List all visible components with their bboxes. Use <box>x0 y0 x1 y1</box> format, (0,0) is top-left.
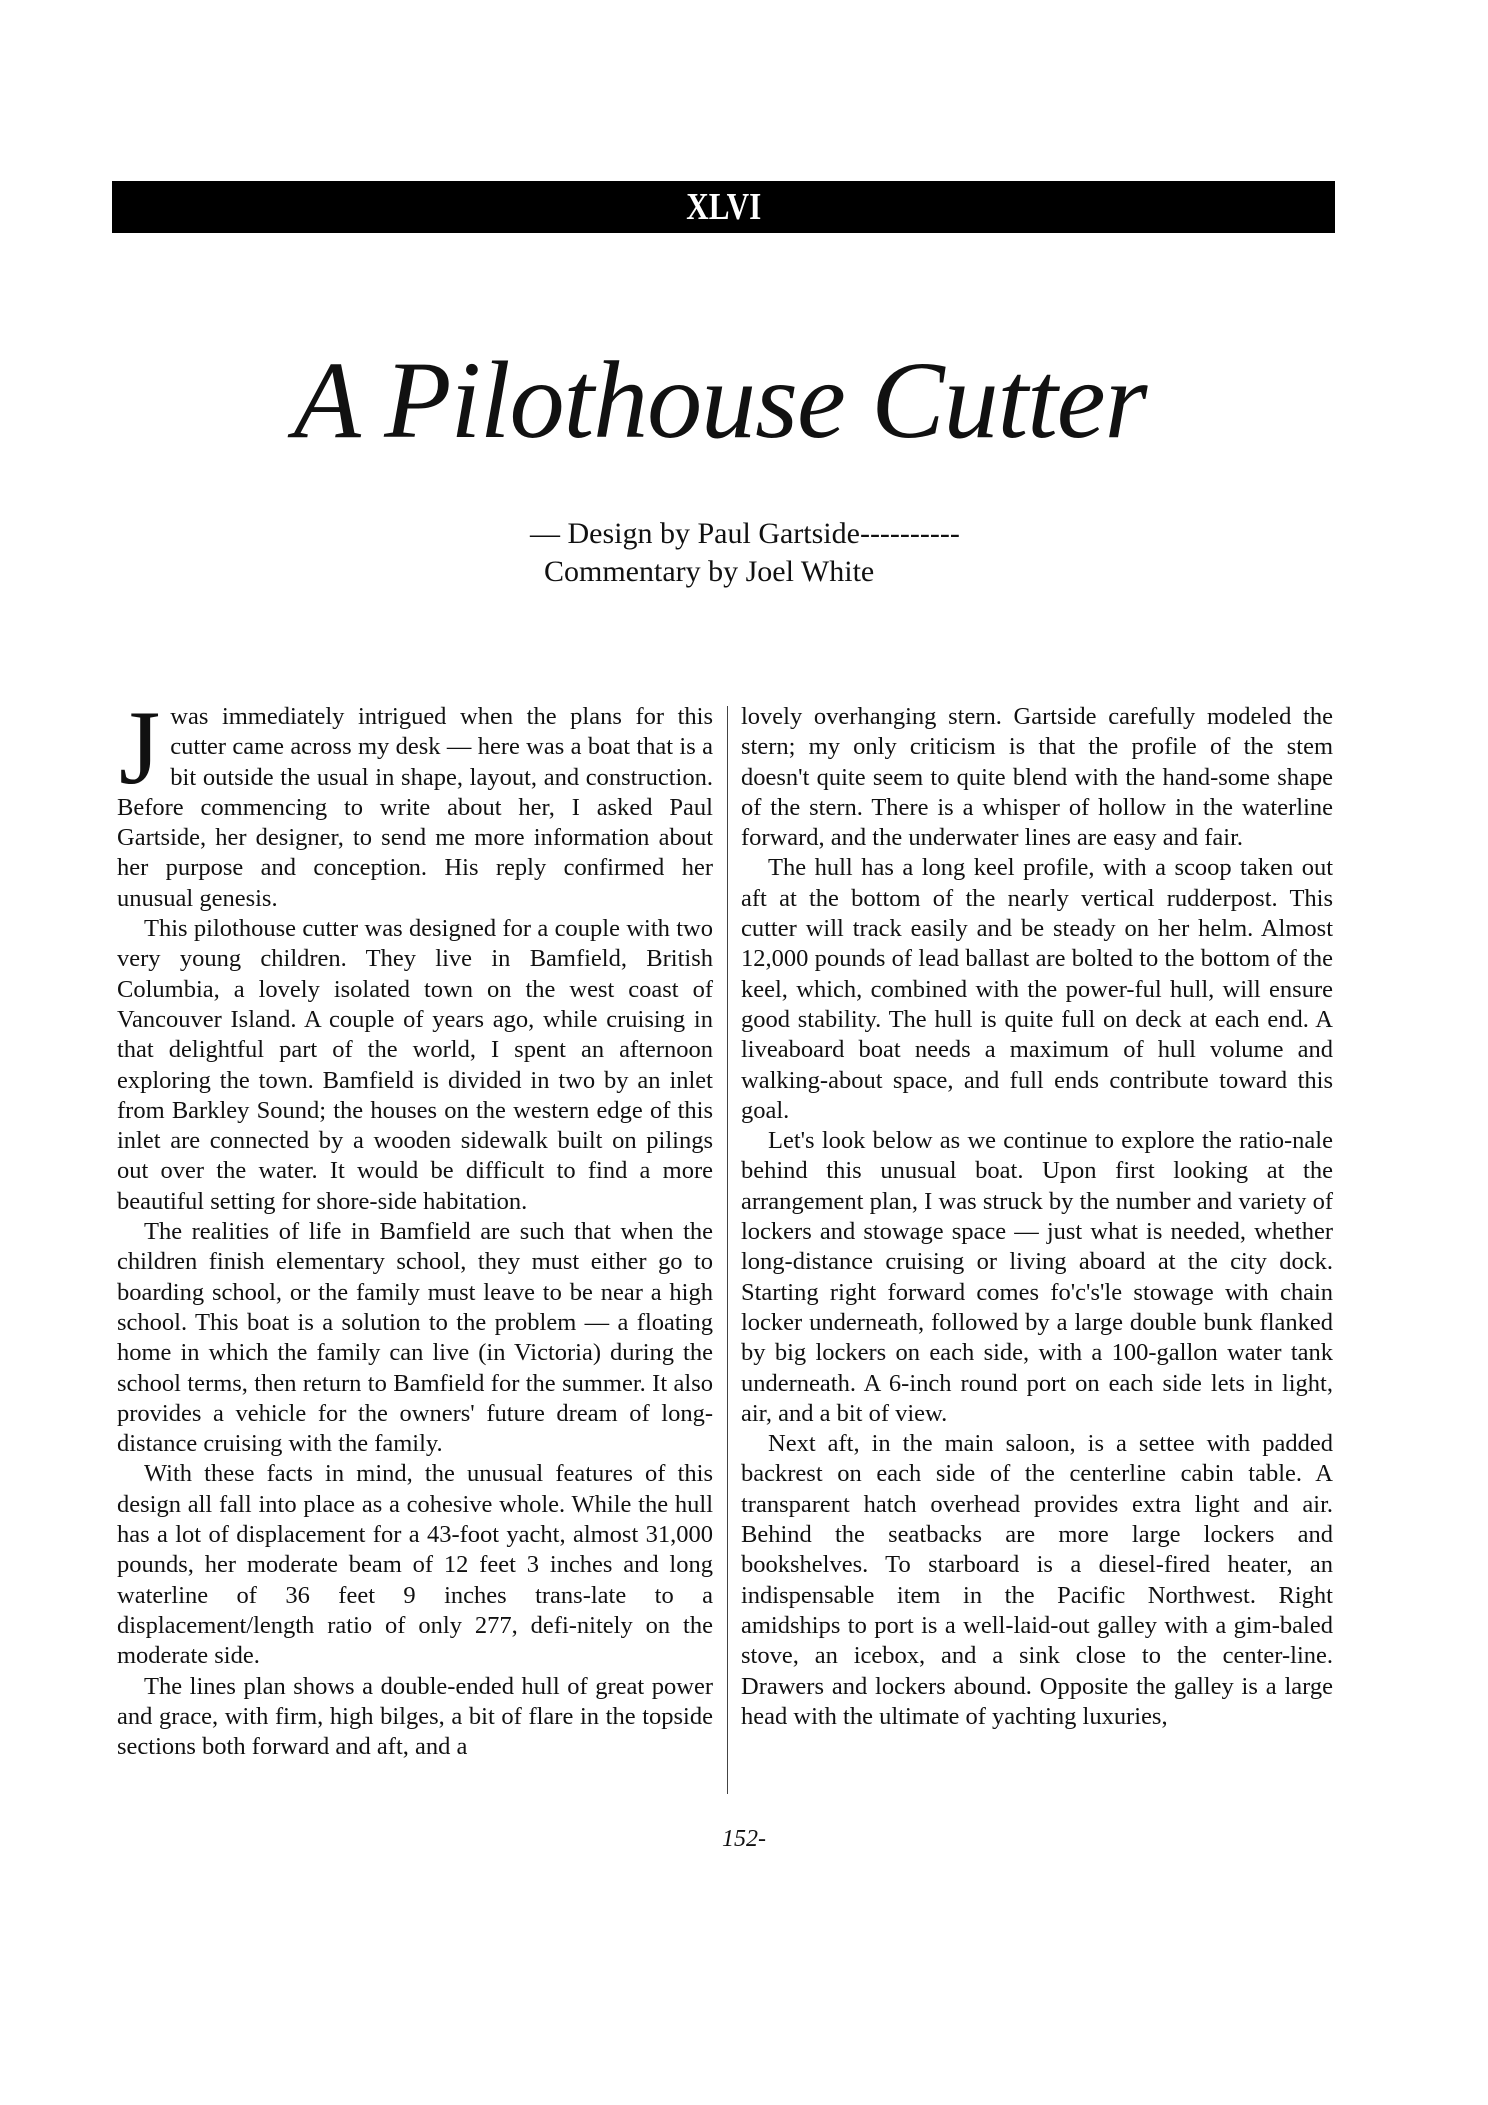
chapter-header-bar <box>112 181 1335 233</box>
paragraph-text: was immediately intrigued when the plans for this cutter came across my desk — here was a boat that is a bit outside the usual in shape, layout, and construction. Before commencing to write about her, I asked Paul Gartside, her designer, to send me more information about her purpose and conception. His reply confirmed her unusual genesis. <box>117 703 713 912</box>
article-column-right <box>741 702 1333 1732</box>
designer-credit: — Design by Paul Gartside---------- <box>530 517 960 550</box>
chapter-number: XLVI <box>685 186 762 228</box>
commentary-credit: Commentary by Joel White <box>544 555 875 588</box>
article-paragraph: With these facts in mind, the unusual features of this design all fall into place as a cohesive whole. While the hull has a lot of displacement for a 43-foot yacht, almost 31,000 pounds, her moderate beam of 12 feet 3 inches and long waterline of 36 feet 9 inches trans-late to a displacement/length ratio of only 277, defi-nitely on the moderate side. <box>117 1460 713 1670</box>
article-paragraph: This pilothouse cutter was designed for a couple with two very young children. They live in Bamfield, British Columbia, a lovely isolated town on the west coast of Vancouver Island. A couple of years ago, while cruising in that delightful part of the world, I spent an afternoon exploring the town. Bamfield is divided in two by an inlet from Barkley Sound; the houses on the western edge of this inlet are connected by a wooden sidewalk built on pilings out over the water. It would be difficult to find a more beautiful setting for shore-side habitation. <box>117 915 713 1215</box>
page-number: 152- <box>722 1826 766 1852</box>
article-paragraph: Next aft, in the main saloon, is a settee with padded backrest on each side of the centerline cabin table. A transparent hatch overhead provides extra light and air. Behind the seatbacks are more large lockers and bookshelves. To starboard is a diesel-fired heater, an indispensable item in the Pacific Northwest. Right amidships to port is a well-laid-out galley with a gim-baled stove, an icebox, and a sink close to the center-line. Drawers and lockers abound. Opposite the galley is a large head with the ultimate of yachting luxuries, <box>741 1430 1333 1730</box>
article-column-left <box>117 689 713 1762</box>
article-paragraph: The realities of life in Bamfield are such that when the children finish elementary school, they must either go to boarding school, or the family must leave to be near a high school. This boat is a solution to the problem — a floating home in which the family can live (in Victoria) during the school terms, then return to Bamfield for the summer. It also provides a vehicle for the owners' future dream of long-distance cruising with the family. <box>117 1218 713 1458</box>
byline <box>530 515 1030 591</box>
drop-cap: J <box>119 689 161 806</box>
page-title: A Pilothouse Cutter <box>293 339 1147 461</box>
article-paragraph: lovely overhanging stern. Gartside carefully modeled the stern; my only criticism is that the profile of the stem doesn't quite seem to quite blend with the hand-some shape of the stern. There is a whisper of hollow in the waterline forward, and the underwater lines are easy and fair. <box>741 703 1333 852</box>
article-paragraph <box>117 689 713 914</box>
article-paragraph: The hull has a long keel profile, with a scoop taken out aft at the bottom of the nearly vertical rudderpost. This cutter will track easily and be steady on her helm. Almost 12,000 pounds of lead ballast are bolted to the bottom of the keel, which, combined with the power-ful hull, will ensure good stability. The hull is quite full on deck at each end. A liveaboard boat needs a maximum of hull volume and walking-about space, and full ends contribute toward this goal. <box>741 854 1333 1124</box>
article-paragraph: The lines plan shows a double-ended hull of great power and grace, with firm, high bilges, a bit of flare in the topside sections both forward and aft, and a <box>117 1672 713 1761</box>
column-divider <box>727 706 728 1794</box>
article-paragraph: Let's look below as we continue to explore the ratio-nale behind this unusual boat. Upon first looking at the arrangement plan, I was struck by the number and variety of lockers and stowage space — just what is needed, whether long-distance cruising or living aboard at the city dock. Starting right forward comes fo'c's'le stowage with chain locker underneath, followed by a large double bunk flanked by big lockers on each side, with a 100-gallon water tank underneath. A 6-inch round port on each side lets in light, air, and a bit of view. <box>741 1127 1333 1427</box>
